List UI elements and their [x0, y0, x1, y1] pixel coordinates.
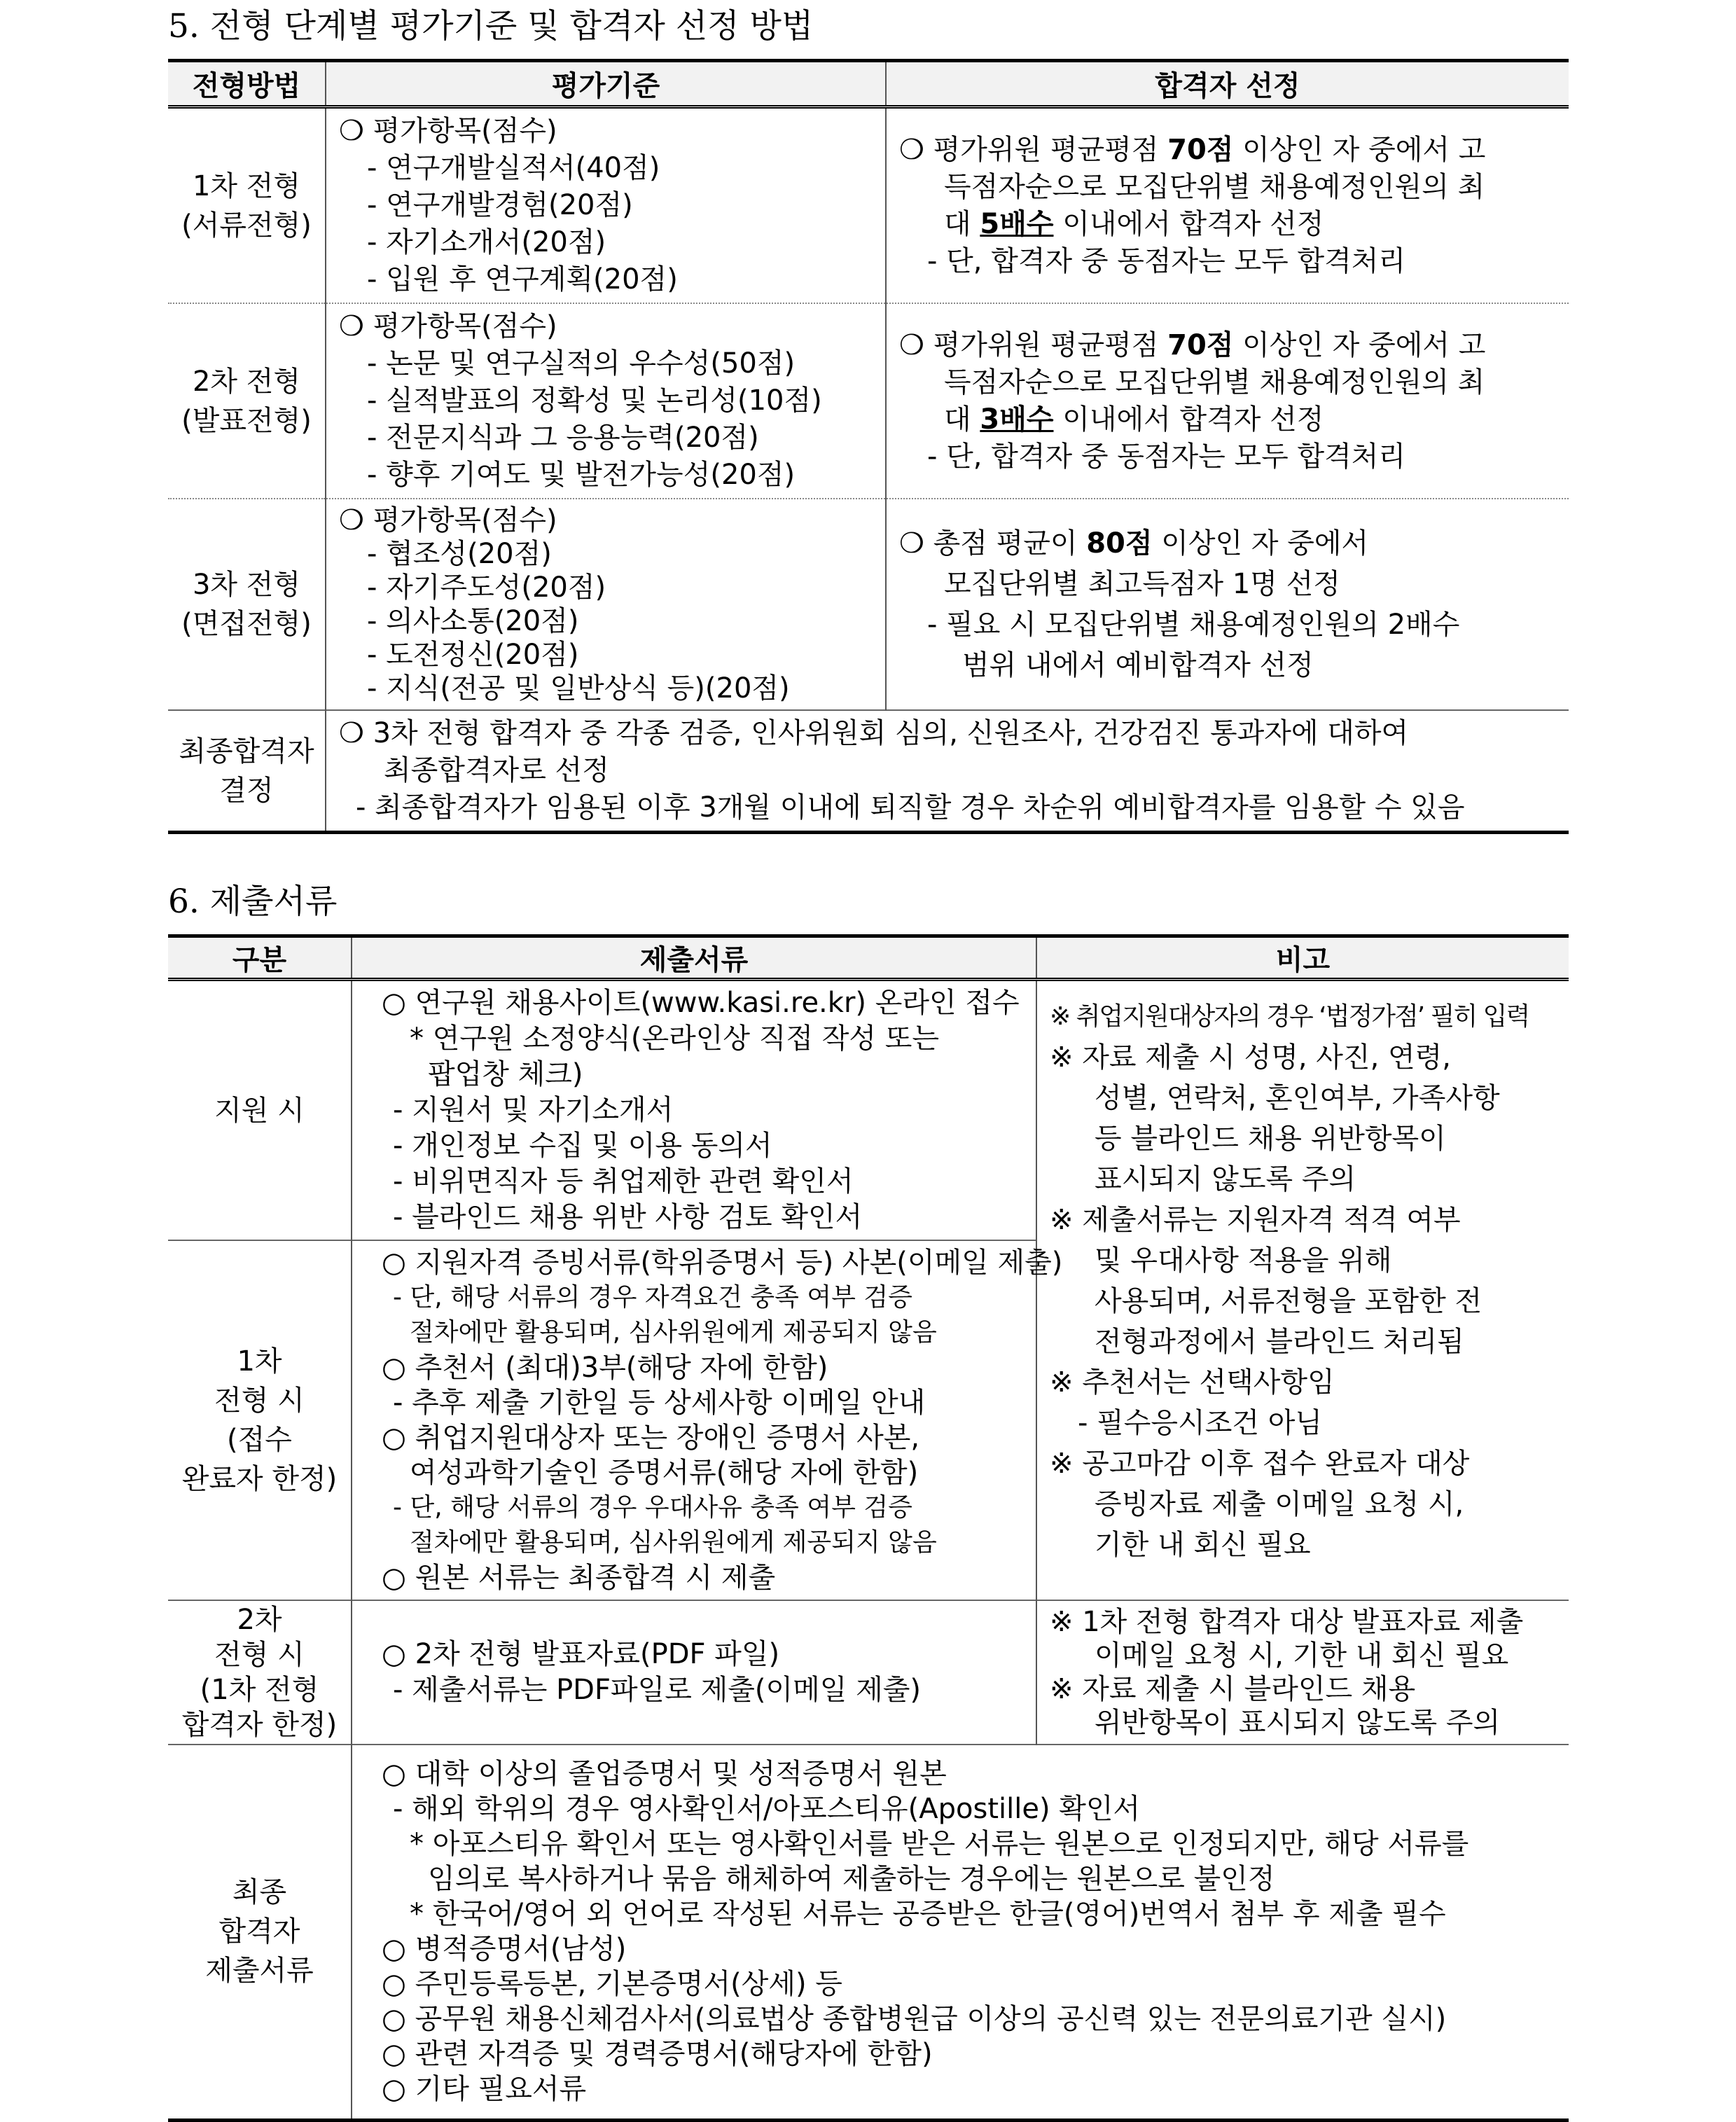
section6-title: 6. 제출서류 — [168, 882, 338, 921]
stage-label: 3차 전형 (면접전형) — [181, 569, 312, 640]
selection-cell: ❍ 평가위원 평균평점 70점 이상인 자 중에서 고 득점자순으로 모집단위별 채용예정인원의 최 대 5배수 이내에서 합격자 선정 - 단, 합격자 중 동점자는 모두 합격처리 — [886, 107, 1569, 304]
table-row — [168, 1745, 1569, 2120]
table-row — [168, 980, 1569, 1241]
selection-cell: ❍ 평가위원 평균평점 70점 이상인 자 중에서 고 득점자순으로 모집단위별 채용예정인원의 최 대 3배수 이내에서 합격자 선정 - 단, 합격자 중 동점자는 모두 합격처리 — [886, 303, 1569, 499]
documents-table — [168, 934, 1569, 2122]
header-notes: 비고 — [1036, 936, 1569, 980]
table-row — [168, 710, 1569, 833]
table-row — [168, 499, 1569, 710]
evaluation-table — [168, 59, 1569, 834]
header-method: 전형방법 — [168, 61, 326, 107]
header-documents: 제출서류 — [352, 936, 1036, 980]
header-criteria: 평가기준 — [326, 61, 886, 107]
category-label: 최종 합격자 제출서류 — [205, 1876, 314, 1988]
stage-label: 1차 전형 (서류전형) — [181, 169, 312, 242]
header-selection: 합격자 선정 — [886, 61, 1569, 107]
documents-cell: ○ 2차 전형 발표자료(PDF 파일) - 제출서류는 PDF파일로 제출(이메일 제출) — [352, 1600, 1036, 1745]
criteria-cell: ❍ 평가항목(점수) - 논문 및 연구실적의 우수성(50점) - 실적발표의 정확성 및 논리성(10점) - 전문지식과 그 응용능력(20점) - 향후 기여도 및 발전가능성(20점) — [326, 303, 886, 499]
table-row — [168, 1600, 1569, 1745]
table-row — [168, 303, 1569, 499]
criteria-cell: ❍ 평가항목(점수) - 협조성(20점) - 자기주도성(20점) - 의사소통(20점) - 도전정신(20점) - 지식(전공 및 일반상식 등)(20점) — [326, 499, 886, 710]
final-selection-cell: ❍ 3차 전형 합격자 중 각종 검증, 인사위원회 심의, 신원조사, 건강검진 통과자에 대하여 최종합격자로 선정 - 최종합격자가 임용된 이후 3개월 이내에 퇴직할 경우 차순위 예비합격자를 임용할 수 있음 — [326, 710, 1569, 833]
documents-cell: ○ 지원자격 증빙서류(학위증명서 등) 사본(이메일 제출) - 단, 해당 서류의 경우 자격요건 충족 여부 검증 절차에만 활용되며, 심사위원에게 제공되지 않음 ○ 추천서 (최대)3부(해당 자에 한함) - 추후 제출 기한일 등 상세사항 이메일 안내 ○ 취업지원대상자 또는 장애인 증명서 사본, 여성과학기술인 증명서류(해당 자에 한함) - 단, 해당 서류의 경우 우대사유 충족 여부 검증 절차에만 활용되며, 심사위원에게 제공되지 않음 ○ 원본 서류는 최종합격 시 제출 — [352, 1240, 1036, 1600]
table-row — [168, 107, 1569, 304]
criteria-cell: ❍ 평가항목(점수) - 연구개발실적서(40점) - 연구개발경험(20점) - 자기소개서(20점) - 입원 후 연구계획(20점) — [326, 107, 886, 304]
notes-cell: ※ 1차 전형 합격자 대상 발표자료 제출 이메일 요청 시, 기한 내 회신 필요 ※ 자료 제출 시 블라인드 채용 위반항목이 표시되지 않도록 주의 — [1036, 1600, 1569, 1745]
section5-title: 5. 전형 단계별 평가기준 및 합격자 선정 방법 — [168, 7, 814, 46]
header-category: 구분 — [168, 936, 352, 980]
stage-label: 최종합격자 결정 — [179, 735, 314, 807]
stage-label: 2차 전형 (발표전형) — [181, 365, 312, 437]
category-label: 1차 전형 시 (접수 완료자 한정) — [181, 1345, 338, 1495]
selection-cell: ❍ 총점 평균이 80점 이상인 자 중에서 모집단위별 최고득점자 1명 선정 - 필요 시 모집단위별 채용예정인원의 2배수 범위 내에서 예비합격자 선정 — [886, 499, 1569, 710]
category-label: 지원 시 — [214, 1094, 305, 1127]
documents-cell: ○ 연구원 채용사이트(www.kasi.re.kr) 온라인 접수 * 연구원 소정양식(온라인상 직접 작성 또는 팝업창 체크) - 지원서 및 자기소개서 - 개인정보 수집 및 이용 동의서 - 비위면직자 등 취업제한 관련 확인서 - 블라인드 채용 위반 사항 검토 확인서 — [352, 980, 1036, 1241]
category-label: 2차 전형 시 (1차 전형 합격자 한정) — [181, 1604, 338, 1741]
documents-cell: ○ 대학 이상의 졸업증명서 및 성적증명서 원본 - 해외 학위의 경우 영사확인서/아포스티유(Apostille) 확인서 * 아포스티유 확인서 또는 영사확인서를 받은 서류는 원본으로 인정되지만, 해당 서류를 임의로 복사하거나 묶음 해체하여 제출하는 경우에는 원본으로 불인정 * 한국어/영어 외 언어로 작성된 서류는 공증받은 한글(영어)번역서 첨부 후 제출 필수 ○ 병적증명서(남성) ○ 주민등록등본, 기본증명서(상세) 등 ○ 공무원 채용신체검사서(의료법상 종합병원급 이상의 공신력 있는 전문의료기관 실시) ○ 관련 자격증 및 경력증명서(해당자에 한함) ○ 기타 필요서류 — [352, 1745, 1569, 2120]
notes-cell: ※ 취업지원대상자의 경우 ‘법정가점’ 필히 입력 ※ 자료 제출 시 성명, 사진, 연령, 성별, 연락처, 혼인여부, 가족사항 등 블라인드 채용 위반항목이 표시되지 않도록 주의 ※ 제출서류는 지원자격 적격 여부 및 우대사항 적용을 위해 사용되며, 서류전형을 포함한 전 전형과정에서 블라인드 처리됨 ※ 추천서는 선택사항임 - 필수응시조건 아님 ※ 공고마감 이후 접수 완료자 대상 증빙자료 제출 이메일 요청 시, 기한 내 회신 필요 — [1036, 980, 1569, 1601]
